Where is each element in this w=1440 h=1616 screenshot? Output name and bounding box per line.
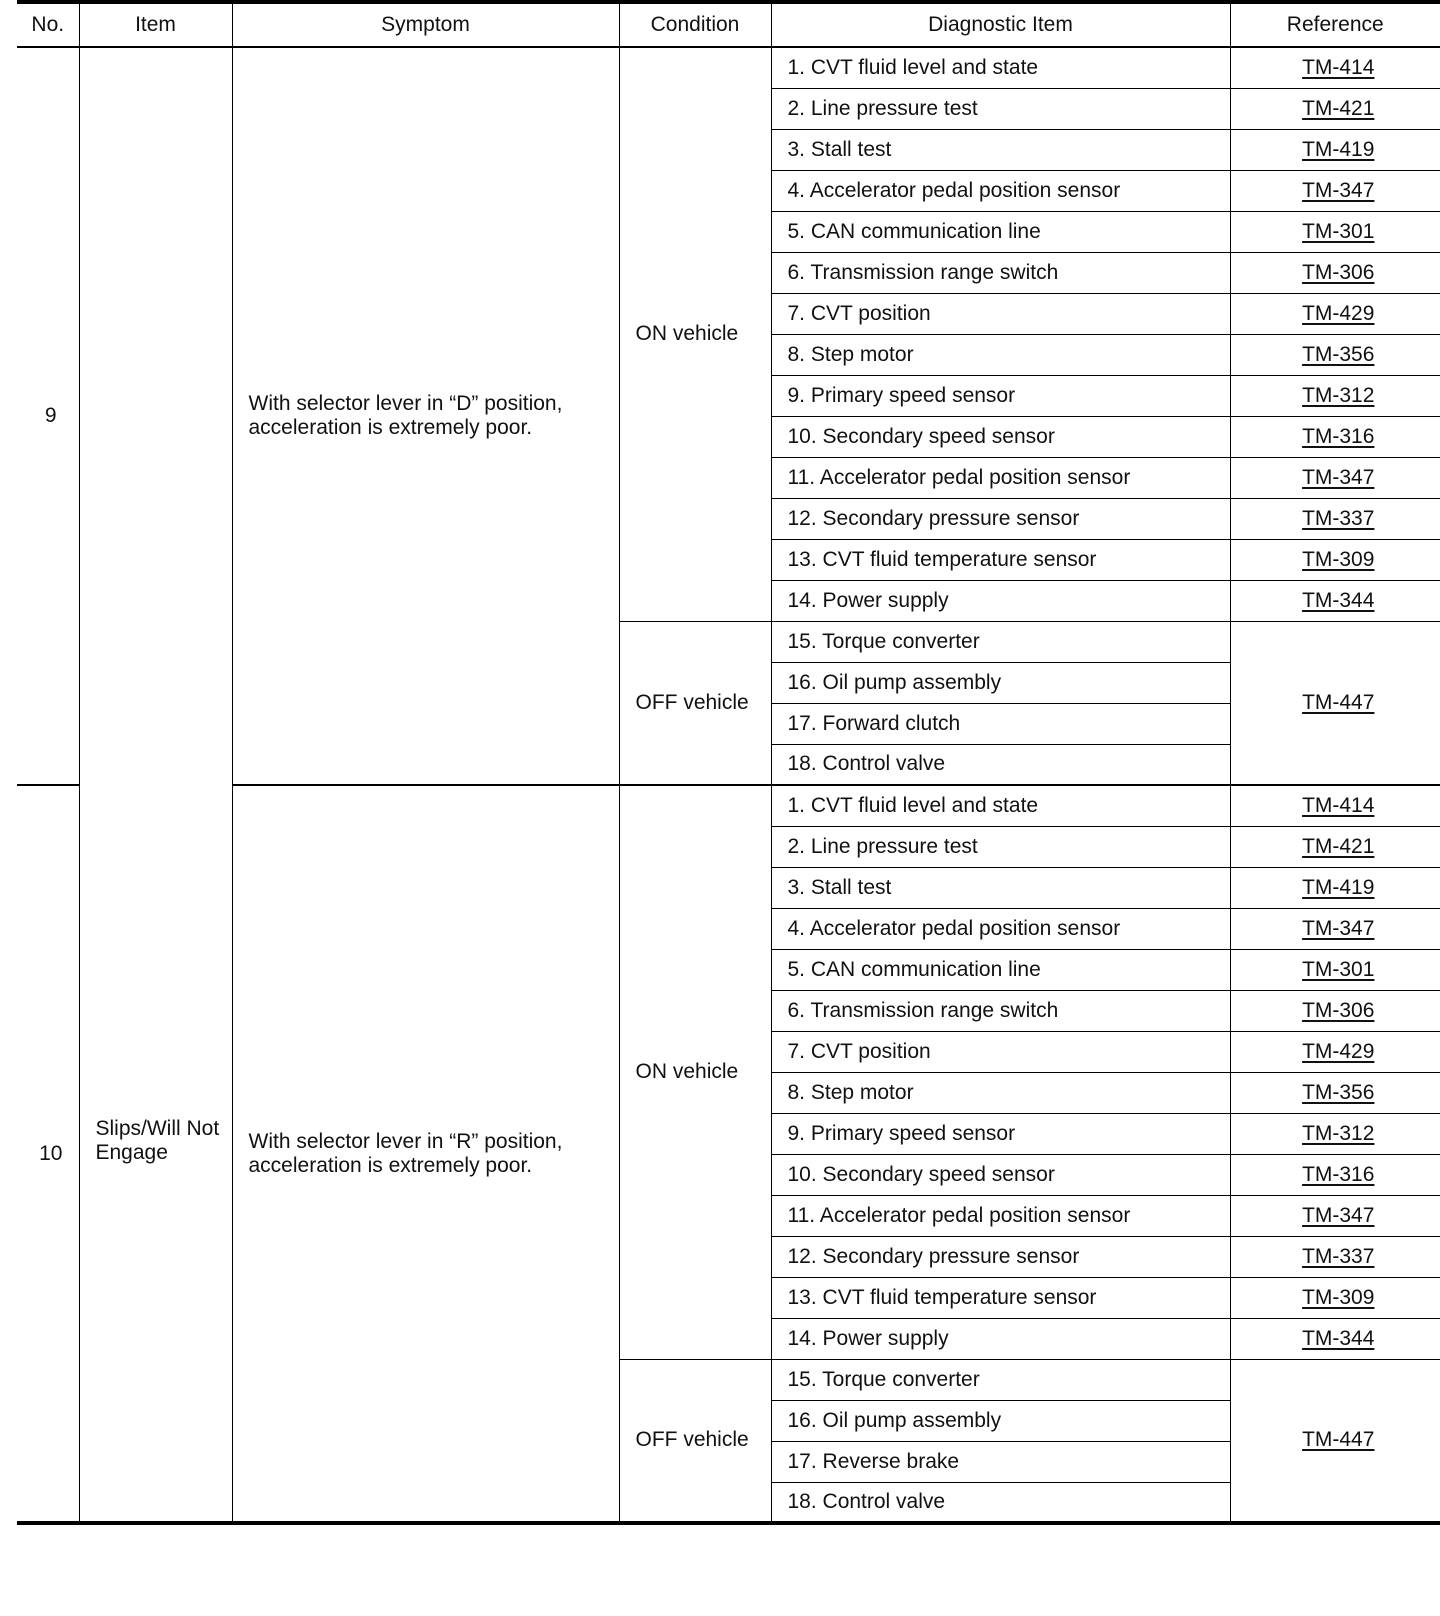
reference-link[interactable]: TM-347 (1302, 178, 1375, 202)
reference-cell (1230, 1318, 1440, 1359)
reference-cell (1230, 1072, 1440, 1113)
diagnostic-item: 13. CVT fluid temperature sensor (771, 1277, 1230, 1318)
diagnostic-item: 16. Oil pump assembly (771, 1400, 1230, 1441)
reference-link[interactable]: TM-309 (1302, 1285, 1375, 1309)
header-condition: Condition (619, 2, 771, 47)
diagnostic-item: 5. CAN communication line (771, 211, 1230, 252)
reference-link[interactable]: TM-316 (1302, 1162, 1375, 1186)
diagnostic-item: 12. Secondary pressure sensor (771, 1236, 1230, 1277)
reference-cell (1230, 170, 1440, 211)
diagnostic-item: 18. Control valve (771, 1482, 1230, 1523)
diagnostic-item: 10. Secondary speed sensor (771, 1154, 1230, 1195)
reference-cell (1230, 867, 1440, 908)
reference-cell (1230, 1195, 1440, 1236)
reference-link[interactable]: TM-301 (1302, 957, 1375, 981)
reference-cell (1230, 1154, 1440, 1195)
condition-on-vehicle: ON vehicle (619, 47, 771, 621)
reference-link[interactable]: TM-429 (1302, 1039, 1375, 1063)
reference-cell (1230, 990, 1440, 1031)
reference-link[interactable]: TM-344 (1302, 588, 1375, 612)
reference-link[interactable]: TM-421 (1302, 96, 1375, 120)
reference-cell (1230, 252, 1440, 293)
header-reference: Reference (1230, 2, 1440, 47)
reference-cell (1230, 539, 1440, 580)
reference-link[interactable]: TM-447 (1302, 1428, 1375, 1452)
diagnostic-item: 6. Transmission range switch (771, 252, 1230, 293)
table-header-row (17, 2, 1440, 47)
diagnostic-item: 11. Accelerator pedal position sensor (771, 1195, 1230, 1236)
reference-cell (1230, 375, 1440, 416)
reference-cell (1230, 1359, 1440, 1523)
reference-link[interactable]: TM-419 (1302, 875, 1375, 899)
reference-link[interactable]: TM-301 (1302, 219, 1375, 243)
diagnostic-item: 4. Accelerator pedal position sensor (771, 908, 1230, 949)
header-item: Item (79, 2, 232, 47)
reference-link[interactable]: TM-347 (1302, 916, 1375, 940)
reference-cell (1230, 826, 1440, 867)
diagnosis-table-wrapper (17, 0, 1440, 1525)
diagnostic-item: 9. Primary speed sensor (771, 375, 1230, 416)
row-number: 9 (17, 47, 79, 785)
table-body (17, 47, 1440, 1523)
diagnostic-item: 13. CVT fluid temperature sensor (771, 539, 1230, 580)
diagnostic-item: 1. CVT fluid level and state (771, 785, 1230, 826)
diagnostic-item: 7. CVT position (771, 1031, 1230, 1072)
reference-cell (1230, 621, 1440, 785)
diagnostic-item: 8. Step motor (771, 334, 1230, 375)
diagnostic-item: 14. Power supply (771, 1318, 1230, 1359)
reference-link[interactable]: TM-429 (1302, 301, 1375, 325)
header-no: No. (17, 2, 79, 47)
reference-link[interactable]: TM-312 (1302, 1121, 1375, 1145)
reference-link[interactable]: TM-306 (1302, 998, 1375, 1022)
reference-cell (1230, 129, 1440, 170)
symptom-text: With selector lever in “D” position, acceleration is extremely poor. (232, 47, 619, 785)
reference-link[interactable]: TM-347 (1302, 1203, 1375, 1227)
diagnostic-item: 7. CVT position (771, 293, 1230, 334)
reference-link[interactable]: TM-309 (1302, 547, 1375, 571)
reference-cell (1230, 498, 1440, 539)
diagnostic-item: 14. Power supply (771, 580, 1230, 621)
reference-link[interactable]: TM-347 (1302, 465, 1375, 489)
diagnostic-item: 6. Transmission range switch (771, 990, 1230, 1031)
diagnostic-item: 15. Torque converter (771, 621, 1230, 662)
diagnostic-item: 1. CVT fluid level and state (771, 47, 1230, 88)
reference-link[interactable]: TM-337 (1302, 1244, 1375, 1268)
reference-cell (1230, 908, 1440, 949)
diagnostic-item: 3. Stall test (771, 129, 1230, 170)
reference-cell (1230, 293, 1440, 334)
reference-link[interactable]: TM-356 (1302, 1080, 1375, 1104)
reference-link[interactable]: TM-421 (1302, 834, 1375, 858)
reference-cell (1230, 785, 1440, 826)
diagnostic-item: 4. Accelerator pedal position sensor (771, 170, 1230, 211)
reference-link[interactable]: TM-312 (1302, 383, 1375, 407)
diagnostic-item: 17. Reverse brake (771, 1441, 1230, 1482)
reference-link[interactable]: TM-414 (1302, 55, 1375, 79)
reference-link[interactable]: TM-414 (1302, 793, 1375, 817)
reference-link[interactable]: TM-356 (1302, 342, 1375, 366)
diagnostic-item: 16. Oil pump assembly (771, 662, 1230, 703)
condition-on-vehicle: ON vehicle (619, 785, 771, 1359)
table-row (17, 47, 1440, 88)
diagnostic-item: 17. Forward clutch (771, 703, 1230, 744)
reference-cell (1230, 949, 1440, 990)
header-symptom: Symptom (232, 2, 619, 47)
condition-off-vehicle: OFF vehicle (619, 1359, 771, 1523)
reference-cell (1230, 416, 1440, 457)
diagnostic-item: 5. CAN communication line (771, 949, 1230, 990)
diagnostic-item: 11. Accelerator pedal position sensor (771, 457, 1230, 498)
reference-link[interactable]: TM-447 (1302, 690, 1375, 714)
reference-cell (1230, 1277, 1440, 1318)
diagnostic-item: 10. Secondary speed sensor (771, 416, 1230, 457)
item-cell (79, 47, 232, 1523)
reference-link[interactable]: TM-419 (1302, 137, 1375, 161)
condition-off-vehicle: OFF vehicle (619, 621, 771, 785)
diagnostic-item: 2. Line pressure test (771, 88, 1230, 129)
reference-link[interactable]: TM-306 (1302, 260, 1375, 284)
reference-link[interactable]: TM-344 (1302, 1326, 1375, 1350)
diagnosis-table (17, 0, 1440, 1525)
row-number: 10 (17, 785, 79, 1523)
diagnostic-item: 12. Secondary pressure sensor (771, 498, 1230, 539)
diagnostic-item: 9. Primary speed sensor (771, 1113, 1230, 1154)
reference-cell (1230, 88, 1440, 129)
reference-link[interactable]: TM-316 (1302, 424, 1375, 448)
reference-link[interactable]: TM-337 (1302, 506, 1375, 530)
header-diagnostic-item: Diagnostic Item (771, 2, 1230, 47)
symptom-text: With selector lever in “R” position, acceleration is extremely poor. (232, 785, 619, 1523)
diagnostic-item: 18. Control valve (771, 744, 1230, 785)
reference-cell (1230, 1113, 1440, 1154)
reference-cell (1230, 211, 1440, 252)
diagnostic-item: 8. Step motor (771, 1072, 1230, 1113)
reference-cell (1230, 457, 1440, 498)
reference-cell (1230, 334, 1440, 375)
reference-cell (1230, 1031, 1440, 1072)
reference-cell (1230, 580, 1440, 621)
diagnostic-item: 2. Line pressure test (771, 826, 1230, 867)
reference-cell (1230, 47, 1440, 88)
diagnostic-item: 15. Torque converter (771, 1359, 1230, 1400)
diagnostic-item: 3. Stall test (771, 867, 1230, 908)
reference-cell (1230, 1236, 1440, 1277)
item-label: Slips/Will Not Engage (95, 1116, 220, 1164)
